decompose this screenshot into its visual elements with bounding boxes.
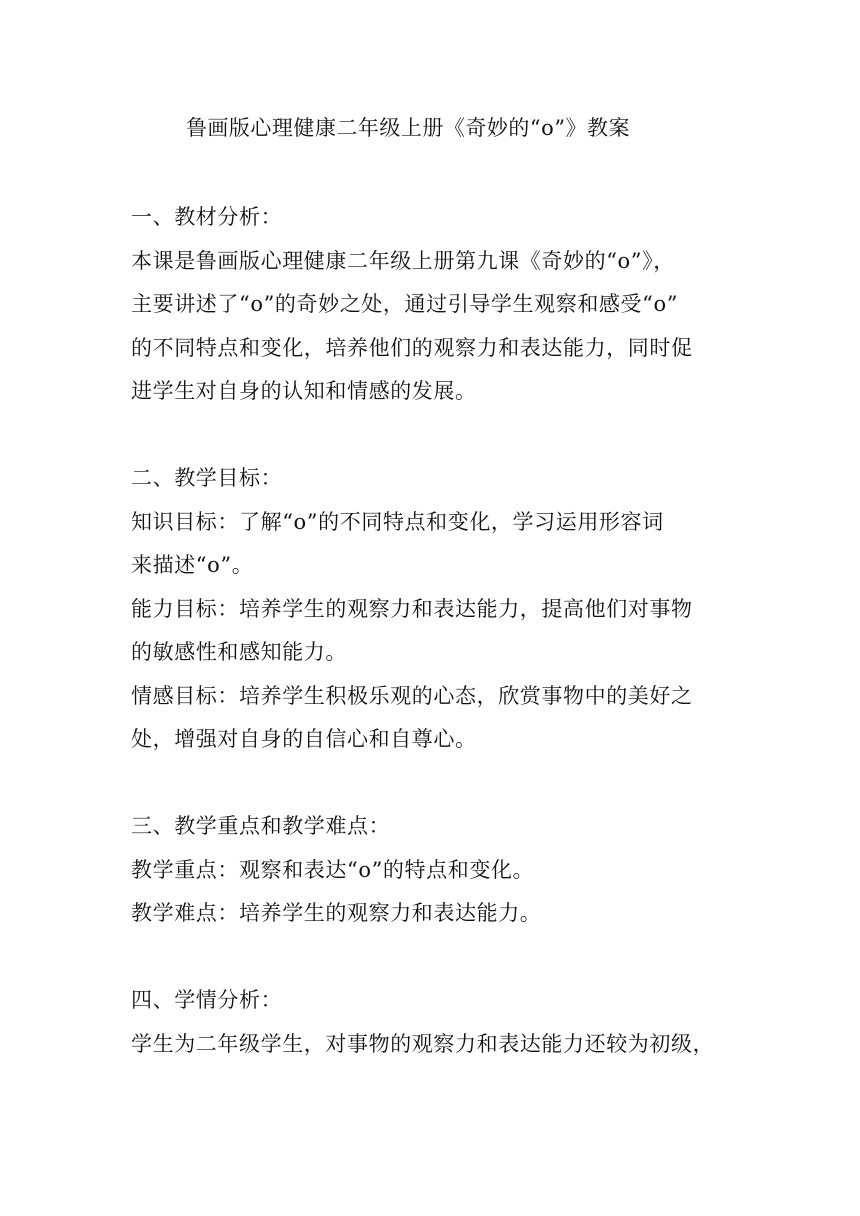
paragraph-line: 的不同特点和变化，培养他们的观察力和表达能力，同时促: [131, 335, 693, 360]
paragraph-line: 知识目标：了解“o”的不同特点和变化，学习运用形容词: [131, 509, 664, 534]
paragraph-line: 进学生对自身的认知和情感的发展。: [131, 379, 477, 403]
paragraph-line: 情感目标：培养学生积极乐观的心态，欣赏事物中的美好之: [131, 683, 693, 708]
paragraph-line: 教学重点：观察和表达“o”的特点和变化。: [131, 857, 535, 882]
paragraph-line: 教学难点：培养学生的观察力和表达能力。: [131, 901, 542, 925]
section-heading: 三、教学重点和教学难点：: [131, 814, 391, 838]
blank-line: [131, 936, 731, 980]
document-body: [131, 196, 731, 1066]
paragraph-line: 处，增强对自身的自信心和自尊心。: [131, 727, 477, 751]
blank-line: [131, 414, 731, 458]
document-title: 鲁画版心理健康二年级上册《奇妙的“o”》教案: [185, 116, 631, 140]
paragraph-line: 本课是鲁画版心理健康二年级上册第九课《奇妙的“o”》，: [131, 248, 675, 273]
section-heading: 四、学情分析：: [131, 988, 283, 1012]
section-heading: 一、教材分析：: [131, 205, 283, 229]
paragraph-line: 的敏感性和感知能力。: [131, 640, 347, 664]
paragraph-line: 来描述“o”。: [131, 553, 254, 577]
paragraph-line: 能力目标：培养学生的观察力和表达能力，提高他们对事物: [131, 596, 693, 621]
blank-line: [131, 762, 731, 806]
paragraph-line: 学生为二年级学生，对事物的观察力和表达能力还较为初级，: [131, 1031, 715, 1056]
paragraph-line: 主要讲述了“o”的奇妙之处，通过引导学生观察和感受“o”: [131, 292, 679, 316]
section-heading: 二、教学目标：: [131, 466, 283, 490]
